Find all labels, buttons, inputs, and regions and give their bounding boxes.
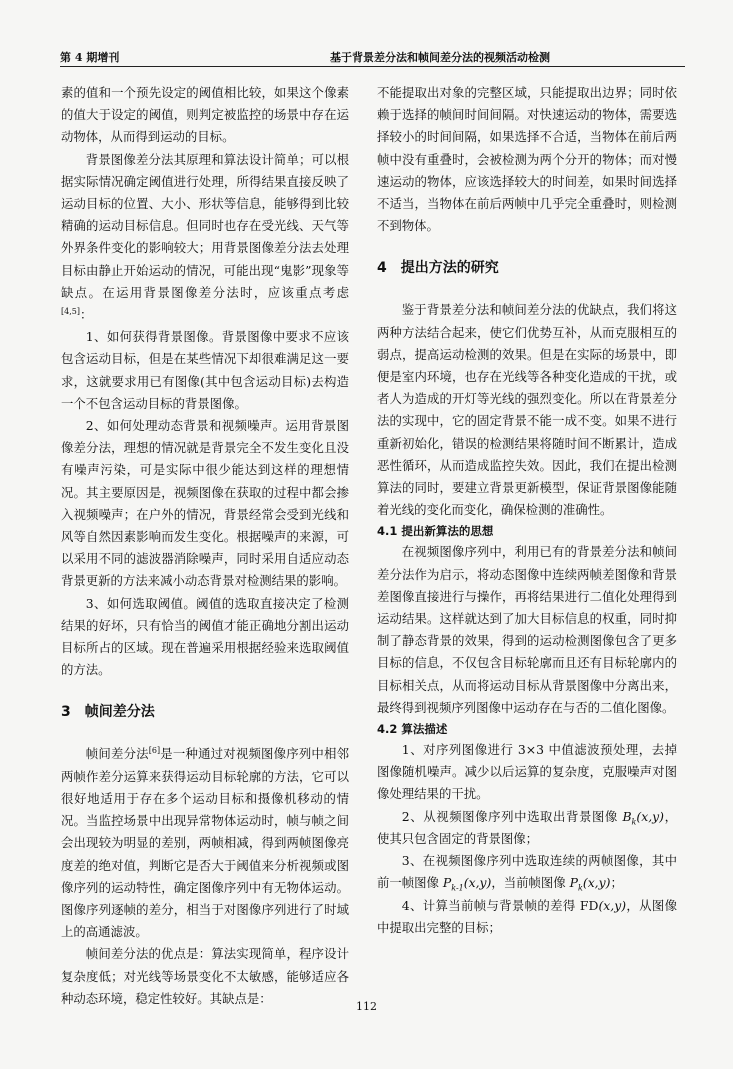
paragraph: 2、如何处理动态背景和视频噪声。运用背景图像差分法，理想的情况就是背景完全不发生变化且没有噪声污染，可是实际中很少能达到这样的理想情况。其主要原因是，视频图像在获取的过程中都会掺入视频噪声；在户外的情况，背景经常会受到光线和风等自然因素影响而发生变化。根据噪声的来源，可以采用不同的滤波器消除噪声，同时采用自适应动态背景更新的方法来减小动态背景对检测结果的影响。 bbox=[61, 418, 349, 589]
paragraph: 鉴于背景差分法和帧间差分法的优缺点，我们将这两种方法结合起来，使它们优势互补，从而克服相互的弱点，提高运动检测的效果。但是在实际的场景中，即便是室内环境，也存在光线等各种变化造成的干扰，或者人为造成的开灯等光线的强烈变化。所以在背景差分法的实现中，它的固定背景不能一成不变。如果不进行重新初始化，错误的检测结果将随时间不断累计，造成恶性循环，从而造成监控失效。因此，我们在提出检测算法的同时，要建立背景更新模型，保证背景图像能随着光线的变化而变化，确保检测的准确性。 bbox=[377, 302, 677, 518]
paragraph: 素的值和一个预先设定的阈值相比较，如果这个像素的值大于设定的阈值，则判定被监控的场景中存在运动物体，从而得到运动的目标。 bbox=[61, 85, 349, 145]
paragraph: 帧间差分法[6]是一种通过对视频图像序列中相邻两帧作差分运算来获得运动目标轮廓的方法，它可以很好地适用于存在多个运动目标和摄像机移动的情况。当监控场景中出现异常物体运动时，帧与帧之间会出现较为明显的差别，两帧相减，得到两帧图像亮度差的绝对值，判断它是否大于阈值来分析视频或图像序列的运动特性，确定图像序列中有无物体运动。图像序列逐帧的差分，相当于对图像序列进行了时域上的高通滤波。 bbox=[61, 746, 350, 940]
paragraph: 不能提取出对象的完整区域，只能提取出边界；同时依赖于选择的帧间时间间隔。对快速运动的物体，需要选择较小的时间间隔，如果选择不合适，当物体在前后两帧中没有重叠时，会被检测为两个分开的物体；而对慢速运动的物体，应该选择较大的时间差，如果时间选择不适当，当物体在前后两帧中几乎完全重叠时，则检测不到物体。 bbox=[377, 85, 677, 234]
issue-label: 第 4 期增刊 bbox=[60, 51, 120, 64]
running-header bbox=[60, 48, 685, 67]
math-symbol: $P_k(x,y)$ bbox=[569, 875, 611, 893]
section-heading: 3 帧间差分法 bbox=[61, 704, 155, 721]
section-heading: 4 提出方法的研究 bbox=[377, 260, 499, 277]
math-symbol: $P_{k-1}(x,y)$ bbox=[442, 875, 492, 893]
paragraph: 1、对序列图像进行 3×3 中值滤波预处理，去掉图像随机噪声。减少以后运算的复杂度，克服噪声对图像处理结果的干扰。 bbox=[377, 742, 677, 802]
subsection-heading: 4.2 算法描述 bbox=[377, 722, 448, 737]
math-symbol: (x,y) bbox=[598, 897, 627, 913]
paragraph: 1、如何获得背景图像。背景图像中要求不应该包含运动目标，但是在某些情况下却很难满足这一要求，这就要求用已有图像(其中包含运动目标)去构造一个不包含运动目标的背景图像。 bbox=[61, 329, 349, 411]
paragraph: 3、在视频图像序列中选取连续的两帧图像，其中前一帧图像 $P_{k-1}(x,y)$，当前帧图像 $P_k(x,y)$； bbox=[377, 853, 677, 893]
paragraph: 2、从视频图像序列中选取出背景图像 $B_k(x,y)$，使其只包含固定的背景图像； bbox=[377, 808, 677, 846]
citation: [4,5] bbox=[61, 306, 80, 316]
paragraph: 3、如何选取阈值。阈值的选取直接决定了检测结果的好坏，只有恰当的阈值才能正确地分割出运动目标所占的区域。现在普遍采用根据经验来选取阈值的方法。 bbox=[61, 595, 349, 678]
paragraph: 帧间差分法的优点是：算法实现简单，程序设计复杂度低；对光线等场景变化不太敏感，能够适应各种动态环境，稳定性较好。其缺点是： bbox=[61, 946, 349, 1006]
header-title: 基于背景差分法和帧间差分法的视频活动检测 bbox=[330, 51, 550, 64]
page-number: 112 bbox=[356, 1000, 377, 1013]
paragraph: 在视频图像序列中，利用已有的背景差分法和帧间差分法作为启示，将动态图像中连续两帧差图像和背景差图像直接进行与操作，再将结果进行二值化处理得到运动结果。这样就达到了加大目标信息的权重，同时抑制了静态背景的效果，得到的运动检测图像包含了更多目标的信息，不仅包含目标轮廓而且还有目标轮廓内的目标相关点，从而将运动目标从背景图像中分离出来，最终得到视频序列图像中运动存在与否的二值化图像。 bbox=[377, 544, 677, 715]
citation: [6] bbox=[148, 746, 161, 756]
math-symbol: $B_k(x,y)$ bbox=[622, 808, 665, 827]
subsection-heading: 4.1 提出新算法的思想 bbox=[377, 524, 494, 539]
paragraph: 4、计算当前帧与背景帧的差得 FD(x,y)，从图像中提取出完整的目标； bbox=[377, 897, 677, 935]
paragraph: 背景图像差分法其原理和算法设计简单；可以根据实际情况确定阈值进行处理，所得结果直接反映了运动目标的位置、大小、形状等信息，能够得到比较精确的运动目标信息。但同时也存在受光线、天气等外界条件变化的影响较大；用背景图像差分法去处理目标由静止开始运动的情况，可能出现“鬼影”现象等缺点。在运用背景图像差分法时，应该重点考虑[4,5]： bbox=[61, 151, 349, 323]
left-column bbox=[61, 82, 349, 1010]
right-column bbox=[377, 82, 677, 939]
